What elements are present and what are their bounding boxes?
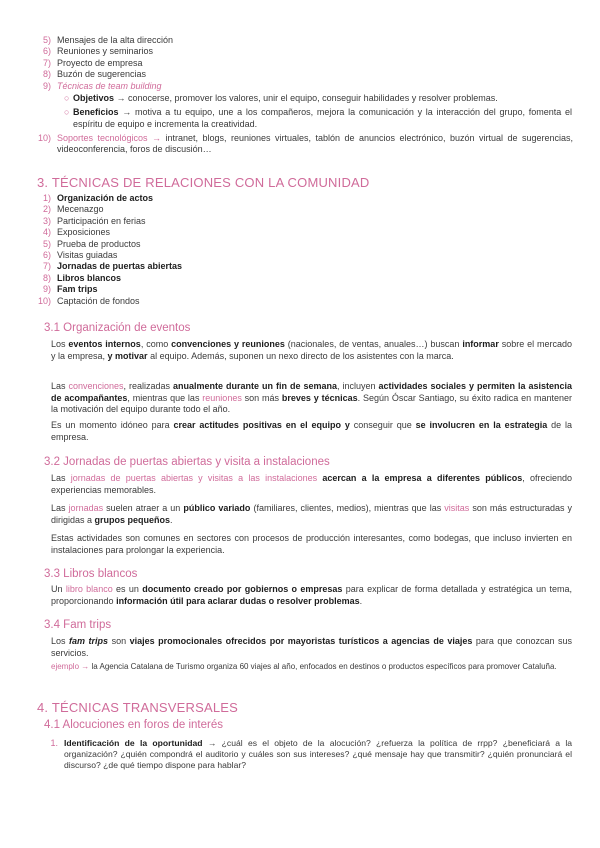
list-item: 5) Prueba de productos xyxy=(42,238,141,249)
sub-item-objetivos: ○ Objetivos → conocerse, promover los valores, unir el equipo, conseguir habilidades y resolver problemas. xyxy=(64,93,498,103)
list-item: 5) Mensajes de la alta dirección xyxy=(42,35,174,45)
s34-paragraph-1: Los fam trips son viajes promocionales ofrecidos por mayoristas turísticos a agencias de viajes para que conozcan sus servicios. xyxy=(51,636,572,658)
list-item-text: Proyecto de empresa xyxy=(57,57,143,68)
team-building-sublist xyxy=(64,93,572,130)
list-item: 10) Captación de fondos xyxy=(37,295,140,306)
s31-paragraph-3: Es un momento idóneo para crear actitudes positivas en el equipo y conseguir que se involucren en la estrategia de la empresa. xyxy=(51,420,573,442)
list-item: 7) Jornadas de puertas abiertas xyxy=(42,261,183,272)
top-numbered-list xyxy=(37,35,557,92)
s31-paragraph-2: Las convenciones, realizadas anualmente durante un fin de semana, incluyen actividades sociales y permiten la asistencia de acompañantes, mientras que las reuniones son más breves y técnicas. Según Óscar Santiago, su éxito radica en mantener la motivación del equipo durante todo el año. xyxy=(51,381,573,415)
list-item-text: Buzón de sugerencias xyxy=(57,69,147,80)
list-item-soportes: 10) Soportes tecnológicos → intranet, blogs, reuniones virtuales, tablón de anuncios electrónico, buzón virtual de sugerencias, videoconferencia, foros de discusión… xyxy=(37,133,573,155)
list-item: 4) Exposiciones xyxy=(42,227,111,238)
subsection-3-2-heading: 3.2 Jornadas de puertas abiertas y visita a instalaciones xyxy=(44,456,330,468)
list-item: 8) Buzón de sugerencias xyxy=(42,69,147,80)
list-item: 8) Libros blancos xyxy=(42,272,122,283)
s32-paragraph-3: Estas actividades son comunes en sectores con procesos de producción interesantes, como bodegas, que incluso invierten en instalaciones para prolongar la experiencia. xyxy=(51,533,572,555)
section-4-heading: 4. TÉCNICAS TRANSVERSALES xyxy=(37,700,239,715)
subsection-4-1-heading: 4.1 Alocuciones en foros de interés xyxy=(44,719,224,731)
subsection-3-3-heading: 3.3 Libros blancos xyxy=(44,568,138,580)
subsection-3-1-heading: 3.1 Organización de eventos xyxy=(44,322,191,334)
s32-paragraph-2: Las jornadas suelen atraer a un público variado (familiares, clientes, medios), mientras que las visitas son más estructuradas y dirigidas a grupos pequeños. xyxy=(51,503,573,525)
s34-example: ejemplo → la Agencia Catalana de Turismo organiza 60 viajes al año, enfocados en destinos o productos específicos para promover Cataluña. xyxy=(51,662,557,671)
list-item: 1) Organización de actos xyxy=(42,193,154,203)
list-item-text: Mensajes de la alta dirección xyxy=(57,35,174,45)
list-item: 2) Mecenazgo xyxy=(42,204,104,215)
circle-bullet-icon: ○ xyxy=(64,93,70,103)
list-item: 7) Proyecto de empresa xyxy=(42,57,143,68)
list-item: 9) Fam trips xyxy=(42,284,98,295)
list-item-text: Reuniones y seminarios xyxy=(57,46,154,57)
list-item: 9) Técnicas de team building xyxy=(42,80,162,91)
circle-bullet-icon: ○ xyxy=(64,107,70,118)
list-item: 1. Identificación de la oportunidad → ¿cuál es el objeto de la alocución? ¿refuerza la política de rrpp? ¿beneficiará a la organización? ¿quién compondrá el auditorio y cuáles son sus intereses? ¿qué mensaje hay que transmitir? ¿quién pronunciará el discurso? ¿de qué tiempo dispone para hablar? xyxy=(50,738,573,770)
s33-paragraph-1: Un libro blanco es un documento creado por gobiernos o empresas para explicar de forma detallada y estratégica un tema, proporcionando información útil para aclarar dudas o resolver problemas. xyxy=(51,584,572,606)
s31-paragraph-1: Los eventos internos, como convenciones y reuniones (nacionales, de ventas, anuales…) buscan informar sobre el mercado y la empresa, y motivar al equipo. Además, suponen un nexo directo de los asistentes con la marca. xyxy=(51,339,573,361)
list-item: 6) Reuniones y seminarios xyxy=(42,46,154,57)
section-3-list xyxy=(37,193,557,307)
list-item: 6) Visitas guiadas xyxy=(42,250,118,261)
s32-paragraph-1: Las jornadas de puertas abiertas y visitas a las instalaciones acercan a la empresa a diferentes públicos, ofreciendo experiencias memorables. xyxy=(51,473,572,495)
sub-item-beneficios: ○ Beneficios → motiva a tu equipo, une a los compañeros, mejora la comunicación y la interacción del grupo, fomenta el espíritu de equipo e incrementa la creatividad. xyxy=(64,107,572,129)
list-item-text: Técnicas de team building xyxy=(57,80,162,91)
list-item: 3) Participación en ferias xyxy=(42,215,146,226)
subsection-3-4-heading: 3.4 Fam trips xyxy=(44,619,112,631)
section-4-1-list xyxy=(44,738,572,771)
section-3-heading: 3. TÉCNICAS DE RELACIONES CON LA COMUNIDAD xyxy=(37,175,370,190)
